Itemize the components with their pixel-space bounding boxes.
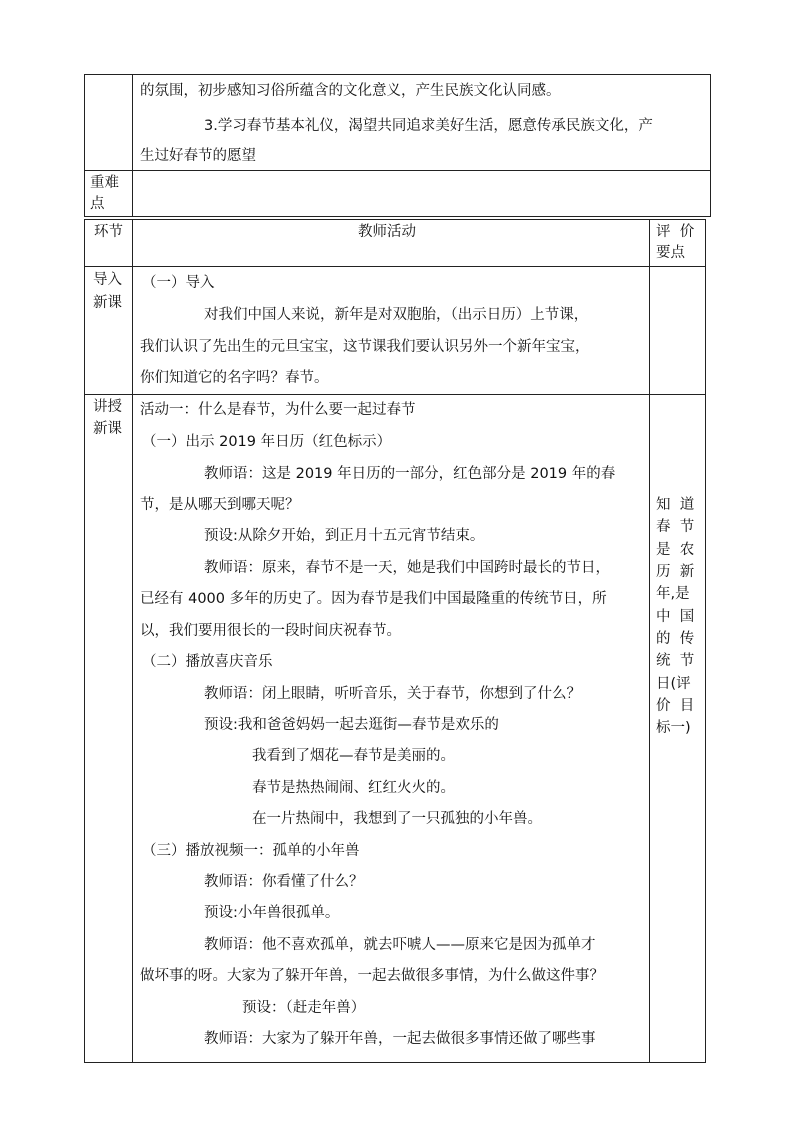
row-divider-difficulty bbox=[84, 170, 711, 171]
objective-line-3: 生过好春节的愿望 bbox=[140, 148, 256, 164]
eval-line-9: 日(评 bbox=[656, 676, 691, 692]
teach-line-14: 在一片热闹中，我想到了一只孤独的小年兽。 bbox=[252, 811, 542, 827]
intro-bottom-border bbox=[84, 394, 706, 395]
eval-line-8: 统 节 bbox=[656, 653, 695, 669]
teach-line-20: 预设：（赶走年兽） bbox=[242, 1000, 366, 1016]
teach-line-7: 已经有 4000 多年的历史了。因为春节是我们中国最隆重的传统节日，所 bbox=[140, 591, 607, 607]
header-bottom-border bbox=[84, 266, 706, 267]
eval-line-4: 历 新 bbox=[656, 564, 695, 580]
header-eval-1: 评 价 bbox=[656, 224, 695, 240]
eval-line-5: 年,是 bbox=[656, 586, 690, 602]
objective-line-2: 3.学习春节基本礼仪，渴望共同追求美好生活，愿意传承民族文化，产 bbox=[204, 118, 653, 134]
teach-line-9: （二）播放喜庆音乐 bbox=[142, 654, 273, 670]
top-border bbox=[84, 74, 711, 75]
left-border-top-table bbox=[84, 74, 85, 217]
teach-line-15: （三）播放视频一：孤单的小年兽 bbox=[142, 843, 360, 859]
intro-line-1: （一）导入 bbox=[142, 275, 215, 291]
eval-line-2: 春 节 bbox=[656, 519, 695, 535]
teach-line-17: 预设:小年兽很孤单。 bbox=[204, 905, 340, 921]
teach-line-4: 节，是从哪天到哪天呢？ bbox=[140, 497, 300, 513]
table-col-divider-1 bbox=[132, 219, 133, 1063]
objective-line-1: 的氛围，初步感知习俗所蕴含的文化意义，产生民族文化认同感。 bbox=[140, 83, 561, 99]
teach-label-1: 讲授 bbox=[93, 399, 122, 415]
table-col-divider-2 bbox=[649, 219, 650, 1063]
eval-line-1: 知 道 bbox=[656, 497, 695, 513]
difficulty-label-2: 点 bbox=[90, 196, 105, 212]
header-section: 环节 bbox=[94, 224, 123, 240]
table-top-border bbox=[84, 219, 706, 220]
teach-line-2: （一）出示 2019 年日历（红色标示） bbox=[142, 434, 392, 450]
col-divider-top-table bbox=[132, 74, 133, 217]
teach-line-10: 教师语：闭上眼睛，听听音乐，关于春节，你想到了什么？ bbox=[204, 686, 581, 702]
bottom-border-top-table bbox=[84, 216, 711, 217]
header-eval-2: 要点 bbox=[656, 245, 685, 261]
teach-line-11: 预设:我和爸爸妈妈一起去逛街—春节是欢乐的 bbox=[204, 717, 499, 733]
teach-line-1: 活动一：什么是春节，为什么要一起过春节 bbox=[140, 402, 416, 418]
teach-line-21: 教师语：大家为了躲开年兽，一起去做很多事情还做了哪些事 bbox=[204, 1031, 596, 1047]
header-teacher-activity: 教师活动 bbox=[358, 224, 416, 240]
teach-line-12: 我看到了烟花—春节是美丽的。 bbox=[252, 748, 455, 764]
intro-label-1: 导入 bbox=[93, 272, 122, 288]
teach-line-16: 教师语：你看懂了什么？ bbox=[204, 874, 364, 890]
teach-label-2: 新课 bbox=[93, 421, 122, 437]
teach-line-3: 教师语：这是 2019 年日历的一部分，红色部分是 2019 年的春 bbox=[204, 466, 616, 482]
table-bottom-border bbox=[84, 1062, 706, 1063]
teach-line-8: 以，我们要用很长的一段时间庆祝春节。 bbox=[140, 623, 401, 639]
teach-line-13: 春节是热热闹闹、红红火火的。 bbox=[252, 780, 455, 796]
difficulty-label-1: 重难 bbox=[90, 175, 119, 191]
teach-line-18: 教师语：他不喜欢孤单，就去吓唬人——原来它是因为孤单才 bbox=[204, 937, 596, 953]
intro-line-2: 对我们中国人来说，新年是对双胞胎，（出示日历）上节课， bbox=[204, 307, 589, 323]
table-left-border bbox=[84, 219, 85, 1063]
eval-line-11: 标一) bbox=[656, 720, 691, 736]
eval-line-10: 价 目 bbox=[656, 698, 695, 714]
eval-line-7: 的 传 bbox=[656, 631, 695, 647]
teach-line-6: 教师语：原来，春节不是一天，她是我们中国跨时最长的节日， bbox=[204, 560, 610, 576]
intro-label-2: 新课 bbox=[93, 295, 122, 311]
eval-line-6: 中 国 bbox=[656, 609, 695, 625]
table-right-border bbox=[705, 219, 706, 1063]
eval-line-3: 是 农 bbox=[656, 542, 695, 558]
teach-line-5: 预设:从除夕开始，到正月十五元宵节结束。 bbox=[204, 528, 485, 544]
intro-line-4: 你们知道它的名字吗？春节。 bbox=[140, 370, 329, 386]
teach-line-19: 做坏事的呀。大家为了躲开年兽，一起去做很多事情，为什么做这件事？ bbox=[140, 968, 604, 984]
intro-line-3: 我们认识了先出生的元旦宝宝，这节课我们要认识另外一个新年宝宝， bbox=[140, 339, 590, 355]
right-border-top-table bbox=[710, 74, 711, 217]
